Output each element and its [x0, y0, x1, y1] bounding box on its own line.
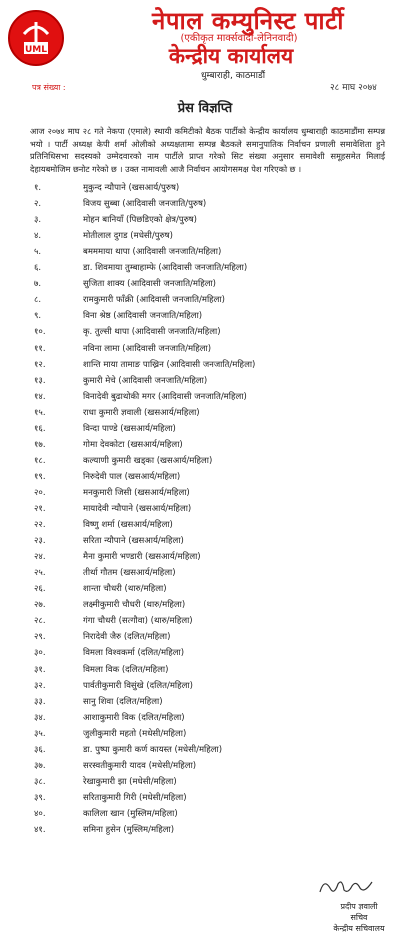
- list-item-number: २३.: [34, 536, 46, 547]
- list-item: [0, 262, 410, 275]
- list-item-number: १०.: [34, 327, 46, 338]
- list-item-name: आशाकुमारी विक (दलित/महिला): [83, 712, 185, 723]
- list-item-number: १५.: [34, 407, 46, 418]
- list-item-number: २९.: [34, 632, 46, 643]
- list-item-number: ३.: [34, 215, 42, 226]
- list-item-number: ३३.: [34, 696, 46, 707]
- list-item-name: विजय सुब्बा (आदिवासी जनजाति/पुरुष): [83, 199, 207, 210]
- list-item-name: डा. शिवमाया तुम्बाहाम्फे (आदिवासी जनजाति/महिला): [83, 263, 248, 274]
- document-title: प्रेस विज्ञप्ति: [177, 101, 233, 116]
- list-item-name: सानु शिवा (दलित/महिला): [83, 696, 163, 707]
- list-item-number: ४.: [34, 231, 42, 242]
- list-item: [0, 728, 410, 741]
- list-item-name: रामकुमारी फाँक्री (आदिवासी जनजाति/महिला): [83, 295, 225, 306]
- list-item-number: ३९.: [34, 792, 46, 803]
- list-item: [0, 391, 410, 404]
- list-item-name: मुकुन्द न्यौपाने (खसआर्य/पुरुष): [83, 183, 180, 193]
- list-item-number: १३.: [34, 375, 46, 386]
- list-item-name: कृ. तुल्सी थापा (आदिवासी जनजाति/महिला): [83, 327, 221, 338]
- list-item-name: विन्दा पाण्डे (खसआर्य/महिला): [83, 423, 176, 434]
- list-item: [0, 615, 410, 628]
- list-item: [0, 535, 410, 548]
- signatory-title: सचिव: [350, 913, 368, 922]
- list-item-number: ४०.: [34, 808, 46, 819]
- list-item: [0, 439, 410, 452]
- list-item-name: समिना हुसेन (मुस्लिम/महिला): [83, 825, 175, 835]
- list-item-name: कल्याणी कुमारी खड्का (खसआर्य/महिला): [83, 455, 213, 466]
- list-item-name: लक्ष्मीकुमारी चौधरी (थारु/महिला): [83, 600, 186, 611]
- list-item-number: १८.: [34, 455, 46, 466]
- signature-scribble: [316, 876, 376, 898]
- list-item: [0, 664, 410, 677]
- list-item-name: मोहन बानियाँ (पिछडिएको क्षेत्र/पुरुष): [83, 215, 198, 226]
- list-item-number: २२.: [34, 520, 46, 531]
- list-item-name: निरुदेवी पाल (खसआर्य/महिला): [83, 471, 181, 482]
- list-item: [0, 423, 410, 436]
- list-item: [0, 407, 410, 420]
- list-item-number: ३६.: [34, 744, 46, 755]
- list-item-number: २०.: [34, 487, 46, 498]
- list-item: [0, 182, 410, 195]
- list-item: [0, 310, 410, 323]
- list-item-number: २७.: [34, 600, 46, 611]
- list-item-name: विमला विश्वकर्मा (दलित/महिला): [83, 648, 185, 659]
- office-name: केन्द्रीय कार्यालय: [168, 44, 294, 68]
- list-item-name: मैना कुमारी भण्डारी (खसआर्य/महिला): [83, 552, 201, 563]
- list-item-name: मोतीलाल दुगड (मधेसी/पुरुष): [83, 231, 173, 242]
- list-item-number: ३४.: [34, 712, 46, 723]
- list-item-name: सुजिता शाक्य (आदिवासी जनजाति/महिला): [83, 279, 216, 290]
- list-item: [0, 326, 410, 339]
- list-item-number: ३२.: [34, 680, 46, 691]
- list-item-name: नविना लामा (आदिवासी जनजाति/महिला): [83, 343, 212, 354]
- list-item: [0, 824, 410, 837]
- list-item: [0, 631, 410, 644]
- list-item-name: कुमारी मेचे (आदिवासी जनजाति/महिला): [83, 375, 208, 386]
- hammer-sickle-icon: [10, 12, 62, 64]
- list-item-name: गोमा देवकोटा (खसआर्य/महिला): [83, 439, 183, 450]
- list-item-name: बमममाया थापा (आदिवासी जनजाति/महिला): [83, 247, 222, 258]
- list-item: [0, 583, 410, 596]
- list-item-name: पार्वतीकुमारी विसुंखे (दलित/महिला): [83, 680, 193, 691]
- list-item: [0, 551, 410, 564]
- list-item-name: विना श्रेष्ठ (आदिवासी जनजाति/महिला): [83, 311, 203, 322]
- list-item: [0, 567, 410, 580]
- list-item: [0, 294, 410, 307]
- list-item-name: सरस्वतीकुमारी यादव (मधेसी/महिला): [83, 760, 197, 771]
- list-item: [0, 455, 410, 468]
- list-item-name: शान्ता चौधरी (थारु/महिला): [83, 584, 167, 595]
- document-date: २८ माघ २०७४: [330, 83, 377, 93]
- list-item-name: मायादेवी न्यौपाने (खसआर्य/महिला): [83, 504, 192, 514]
- list-item: [0, 599, 410, 612]
- list-item-name: राधा कुमारी ज्ञवाली (खसआर्य/महिला): [83, 407, 200, 418]
- list-item: [0, 214, 410, 227]
- list-item: [0, 343, 410, 356]
- list-item: [0, 744, 410, 757]
- list-item-number: २५.: [34, 568, 46, 579]
- list-item-number: १९.: [34, 471, 46, 482]
- signatory-name: प्रदीप ज्ञवाली: [340, 902, 378, 911]
- list-item-name: विमला विक (दलित/महिला): [83, 664, 169, 675]
- list-item: [0, 375, 410, 388]
- list-item: [0, 696, 410, 709]
- logo-text: UML: [25, 45, 47, 55]
- list-item-number: ५.: [34, 247, 42, 258]
- list-item-number: १७.: [34, 439, 46, 450]
- list-item: [0, 519, 410, 532]
- list-item-number: २.: [34, 199, 42, 210]
- list-item-name: सरिताकुमारी गिरी (मधेसी/महिला): [83, 792, 187, 803]
- signatory-office: केन्द्रीय सचिवालय: [333, 924, 385, 933]
- list-item-name: विनादेवी बुढाथोकी मगर (आदिवासी जनजाति/महिला): [83, 391, 247, 402]
- list-item-number: ८.: [34, 295, 42, 306]
- list-item: [0, 503, 410, 516]
- office-location: धुम्बाराही, काठमाडौं: [200, 71, 266, 81]
- list-item-number: ९.: [34, 311, 42, 322]
- list-item-number: ३५.: [34, 728, 46, 739]
- list-item-name: कालिला खान (मुस्लिम/महिला): [83, 808, 178, 819]
- list-item-number: १२.: [34, 359, 46, 370]
- list-item-number: ३०.: [34, 648, 46, 659]
- list-item-number: २६.: [34, 584, 46, 595]
- party-subtitle: (एकीकृत मार्क्सवादी-लेनिनवादी): [180, 33, 298, 44]
- list-item-number: १६.: [34, 423, 46, 434]
- list-item-number: १४.: [34, 391, 46, 402]
- list-item-number: २४.: [34, 552, 46, 563]
- list-item: [0, 198, 410, 211]
- list-item-name: डा. पुष्पा कुमारी कर्ण कायस्त (मधेसी/महिला): [83, 744, 223, 755]
- list-item-name: शान्ति माया तामाङ पाख्रिन (आदिवासी जनजाति/महिला): [83, 359, 256, 370]
- list-item-number: ७.: [34, 279, 42, 290]
- list-item: [0, 359, 410, 372]
- list-item: [0, 760, 410, 773]
- list-item-number: १.: [34, 183, 42, 193]
- party-logo: [8, 10, 64, 66]
- list-item-name: गंगा चौधरी (सत्गौवा) (थारु/महिला): [83, 616, 193, 627]
- list-item: [0, 680, 410, 693]
- list-item: [0, 808, 410, 821]
- list-item-number: ११.: [34, 343, 46, 354]
- letterhead: [0, 0, 410, 95]
- list-item: [0, 471, 410, 484]
- list-item-name: सरिता न्यौपाने (खसआर्य/महिला): [83, 536, 184, 547]
- list-item-name: निरादेवी जैरु (दलित/महिला): [83, 632, 171, 643]
- list-item-name: विष्णु शर्मा (खसआर्य/महिला): [83, 520, 173, 531]
- list-item: [0, 712, 410, 725]
- list-item-name: जुलीकुमारी महतो (मधेसी/महिला): [83, 728, 187, 739]
- party-name: नेपाल कम्युनिस्ट पार्टी: [152, 7, 344, 35]
- list-item-number: ६.: [34, 263, 42, 274]
- list-item: [0, 278, 410, 291]
- reference-label: पत्र संख्या :: [32, 83, 66, 92]
- list-item-number: २१.: [34, 504, 46, 514]
- list-item: [0, 230, 410, 243]
- list-item: [0, 487, 410, 500]
- list-item-name: तीर्था गौतम (खसआर्य/महिला): [83, 568, 176, 579]
- list-item: [0, 792, 410, 805]
- list-item-name: मनकुमारी जिसी (खसआर्य/महिला): [83, 487, 190, 498]
- list-item: [0, 246, 410, 259]
- list-item-number: ४१.: [34, 825, 46, 835]
- list-item-number: ३७.: [34, 760, 46, 771]
- list-item: [0, 647, 410, 660]
- list-item-number: २८.: [34, 616, 46, 627]
- list-item-name: रेखाकुमारी झा (मधेसी/महिला): [83, 776, 177, 787]
- list-item: [0, 776, 410, 789]
- intro-paragraph: आज २०७४ माघ २८ गते नेकपा (एमाले) स्थायी कमिटीको बैठक पार्टीको केन्द्रीय कार्यालय धुम्बाराही काठमाडौंमा सम्पन्न भयो । पार्टी अध्यक्ष केपी शर्मा ओलीको अध्यक्षतामा सम्पन्न बैठकले समानुपातिक निर्वाचन प्रणाली समावेशिता हुने प्रतिनिधिसभा सदस्यको उम्मेदवारको नाम पार्टीले प्राप्त गरेको सिट संख्या अनुसार समावेशी समूहसमेत मिलाई देहायबमोजिम छनोट गरेको छ । उक्त नामावली आजै निर्वाचन आयोगसमक्ष पेश गरिएको छ ।: [30, 126, 385, 174]
- list-item-number: ३८.: [34, 776, 46, 787]
- list-item-number: ३१.: [34, 664, 46, 675]
